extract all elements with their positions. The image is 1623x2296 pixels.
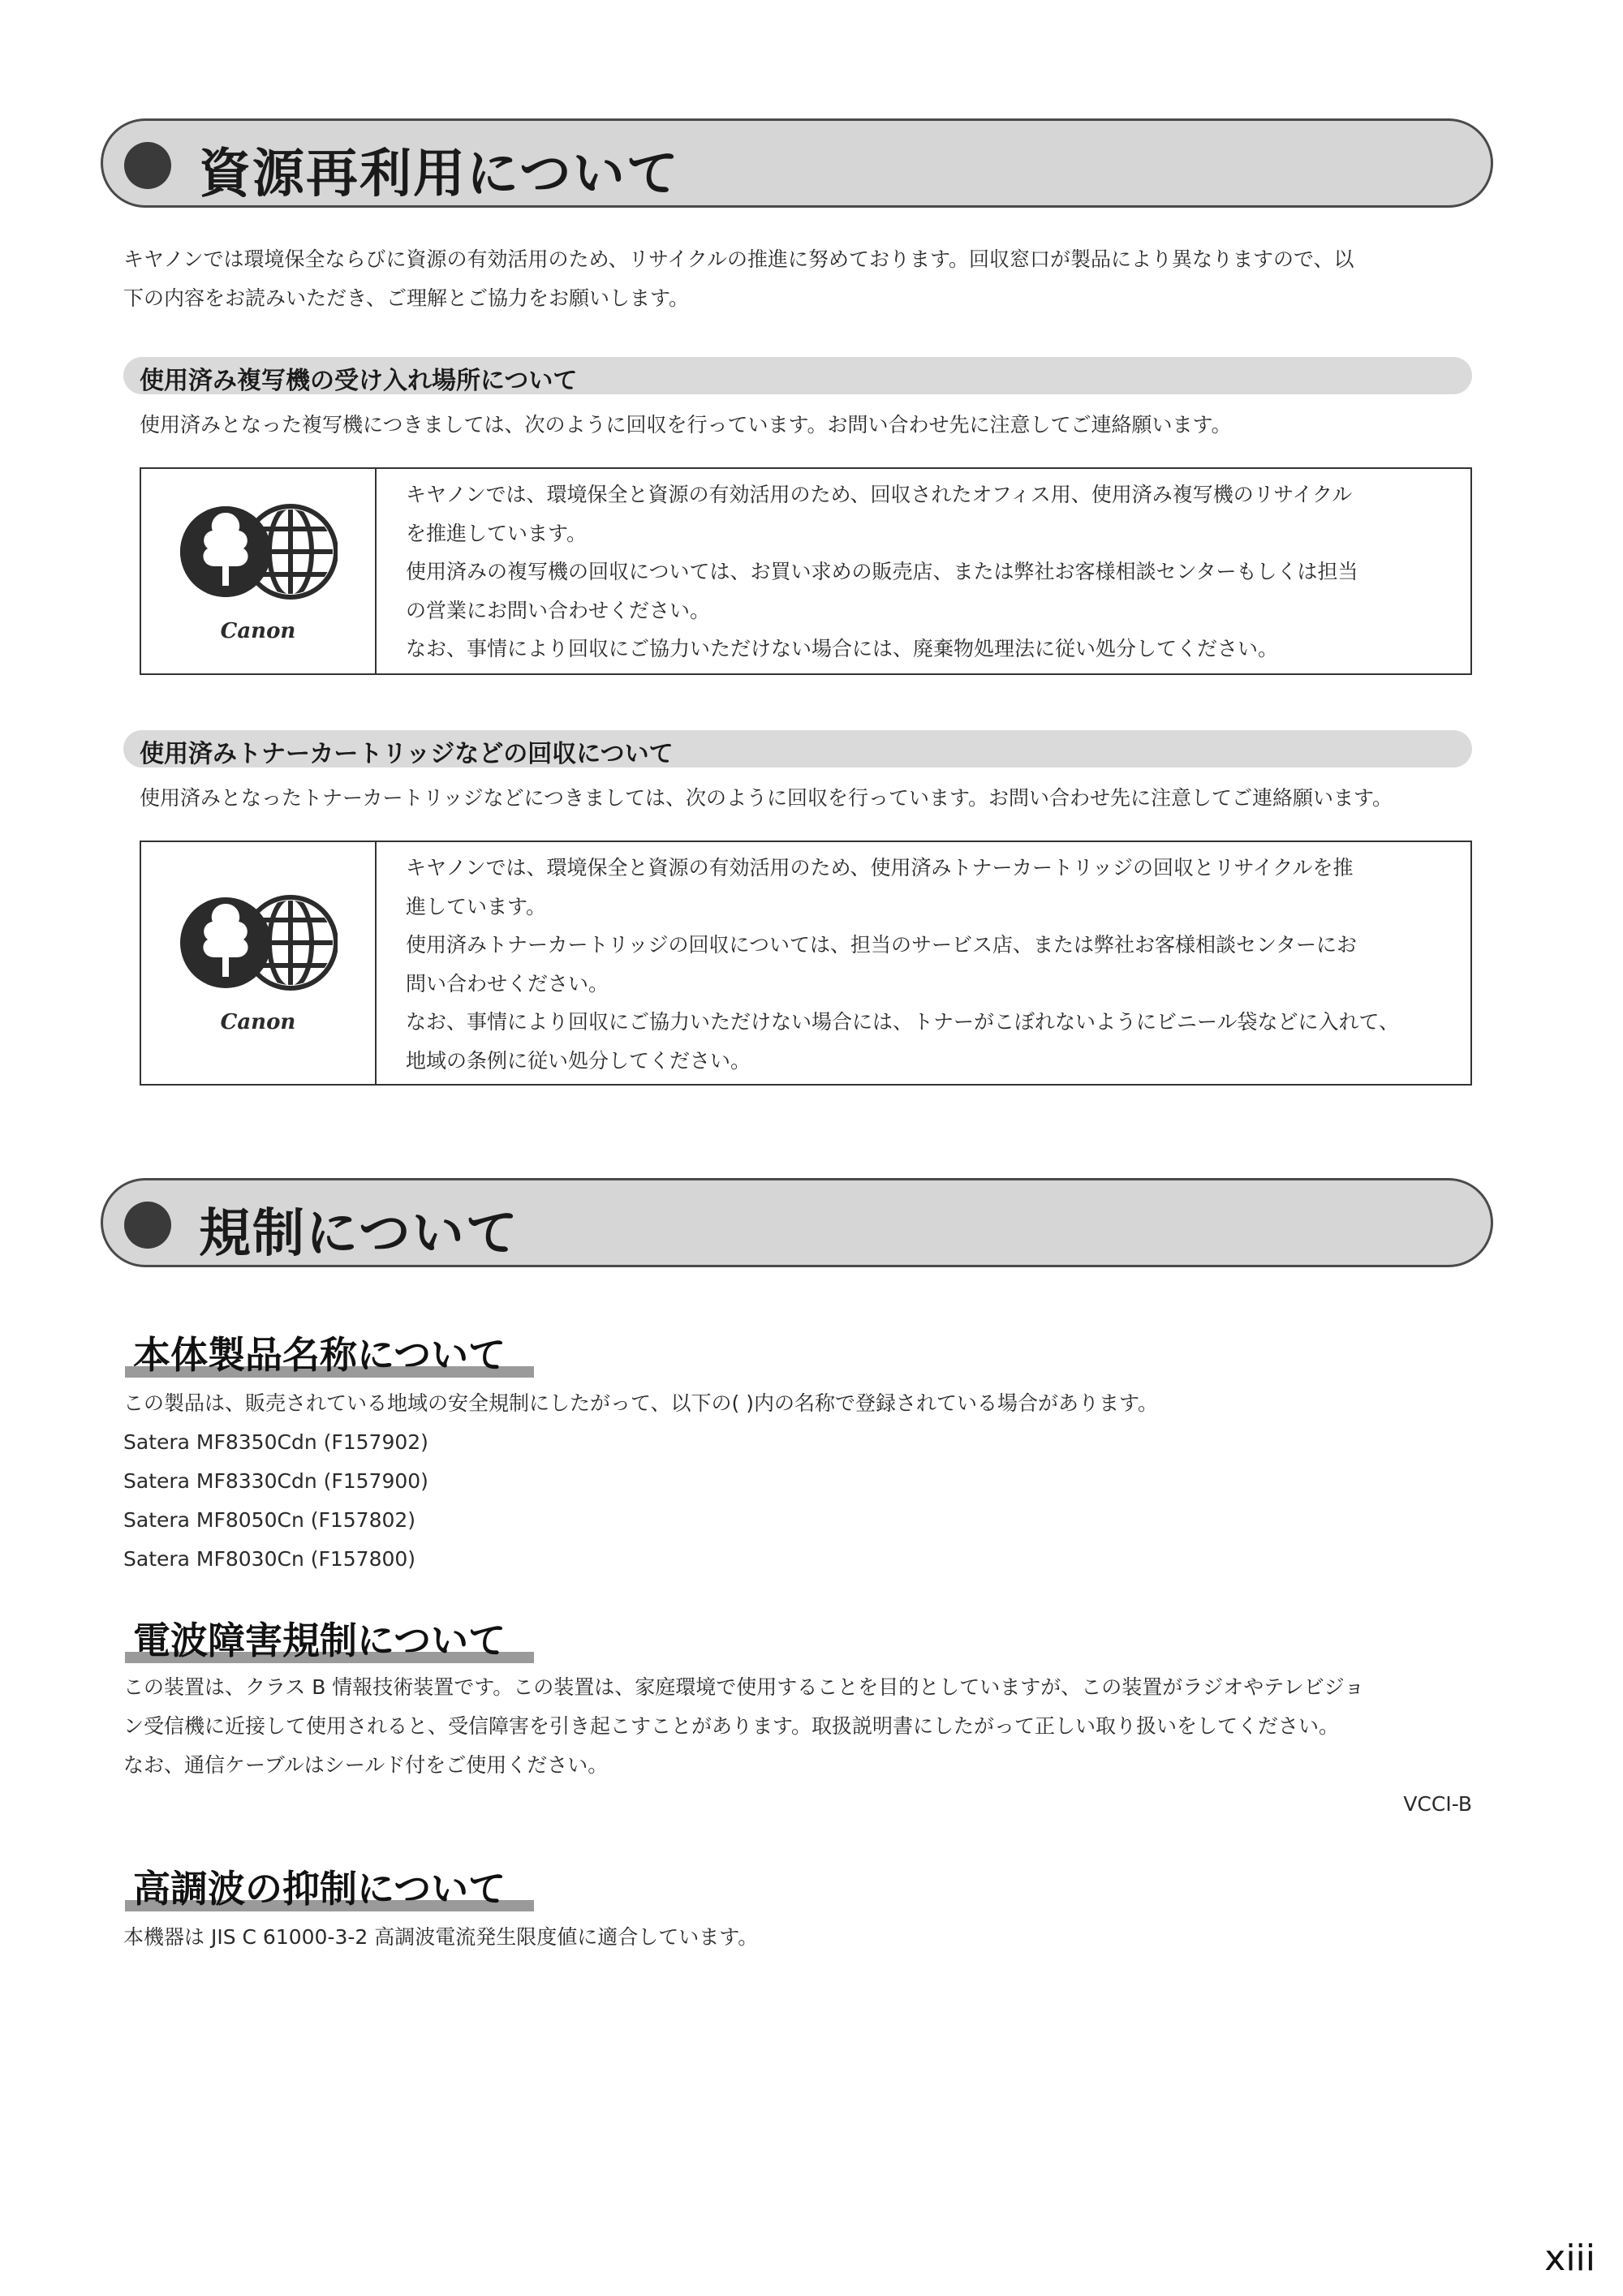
text-line: なお、通信ケーブルはシールド付をご使用ください。: [123, 1753, 609, 1777]
radio-text: [123, 1668, 1364, 1785]
box-line: 地域の条例に従い処分してください。: [406, 1048, 751, 1073]
section-heading-recycling: [101, 118, 1493, 208]
heading-title: 高調波の抑制について: [133, 1867, 506, 1911]
toner-box-text: [406, 849, 1399, 1080]
heading-title: 本体製品名称について: [133, 1333, 506, 1377]
section-title: 資源再利用について: [199, 144, 680, 204]
logo-cell: [141, 842, 377, 1084]
toner-info-box: [140, 841, 1472, 1086]
box-line: 使用済みトナーカートリッジの回収については、担当のサービス店、または弊社お客様相談センターにお: [406, 933, 1358, 957]
model-name: Satera MF8350Cdn (F157902): [123, 1430, 428, 1454]
canon-recycle-logo-icon: [179, 492, 338, 651]
box-line: を推進しています。: [406, 521, 588, 545]
vcci-label: VCCI-B: [1403, 1792, 1472, 1816]
model-name: Satera MF8330Cdn (F157900): [123, 1469, 428, 1493]
text-line: ン受信機に近接して使用されると、受信障害を引き起こすことがあります。取扱説明書にしたがって正しい取り扱いをしてください。: [123, 1714, 1340, 1738]
text-line: この製品は、販売されている地域の安全規制にしたがって、以下の( )内の名称で登録されている場合があります。: [123, 1391, 1158, 1415]
box-line: 進しています。: [406, 894, 547, 918]
logo-cell: [141, 469, 377, 673]
bullet-dot-icon: [124, 1202, 171, 1249]
harmonics-text: 本機器は JIS C 61000-3-2 高調波電流発生限度値に適合しています。: [123, 1925, 759, 1949]
subheading-title: 使用済みトナーカートリッジなどの回収について: [140, 740, 674, 768]
subheading-copier: [123, 357, 1472, 394]
model-name: Satera MF8050Cn (F157802): [123, 1508, 416, 1532]
box-line: の営業にお問い合わせください。: [406, 598, 711, 622]
recycling-intro: [123, 240, 1354, 318]
copier-info-box: [140, 467, 1472, 675]
page-number: xiii: [1544, 2238, 1595, 2279]
svg-text:Canon: Canon: [220, 1010, 296, 1034]
box-line: なお、事情により回収にご協力いただけない場合には、廃棄物処理法に従い処分してください。: [406, 637, 1279, 660]
section-title: 規制について: [199, 1204, 519, 1264]
box-line: なお、事情により回収にご協力いただけない場合には、トナーがこぼれないようにビニール袋などに入れて、: [406, 1010, 1400, 1034]
box-line: 使用済みの複写機の回収については、お買い求めの販売店、または弊社お客様相談センターもしくは担当: [406, 560, 1358, 583]
copier-box-text: [406, 475, 1358, 669]
text-line: この装置は、クラス B 情報技術装置です。この装置は、家庭環境で使用することを目的としていますが、この装置がラジオやテレビジョ: [123, 1675, 1365, 1699]
intro-line: 下の内容をお読みいただき、ご理解とご協力をお願いします。: [123, 286, 690, 310]
product-names-text: [123, 1384, 1158, 1579]
model-name: Satera MF8030Cn (F157800): [123, 1547, 416, 1571]
heading-title: 電波障害規制について: [133, 1619, 506, 1662]
canon-recycle-logo-icon: [179, 883, 338, 1042]
box-line: 問い合わせください。: [406, 971, 609, 995]
subheading-title: 使用済み複写機の受け入れ場所について: [140, 367, 578, 395]
box-line: キヤノンでは、環境保全と資源の有効活用のため、回収されたオフィス用、使用済み複写機のリサイクル: [406, 483, 1353, 506]
intro-line: キヤノンでは環境保全ならびに資源の有効活用のため、リサイクルの推進に努めております。回収窓口が製品により異なりますので、以: [123, 247, 1354, 271]
svg-text:Canon: Canon: [220, 619, 296, 643]
subheading-toner: [123, 730, 1472, 767]
copier-intro: 使用済みとなった複写機につきましては、次のように回収を行っています。お問い合わせ先に注意してご連絡願います。: [140, 413, 1232, 436]
bullet-dot-icon: [124, 142, 171, 189]
box-line: キヤノンでは、環境保全と資源の有効活用のため、使用済みトナーカートリッジの回収とリサイクルを推: [406, 856, 1354, 879]
toner-intro: 使用済みとなったトナーカートリッジなどにつきましては、次のように回収を行っています。お問い合わせ先に注意してご連絡願います。: [140, 786, 1393, 810]
section-heading-regulations: [101, 1178, 1493, 1267]
